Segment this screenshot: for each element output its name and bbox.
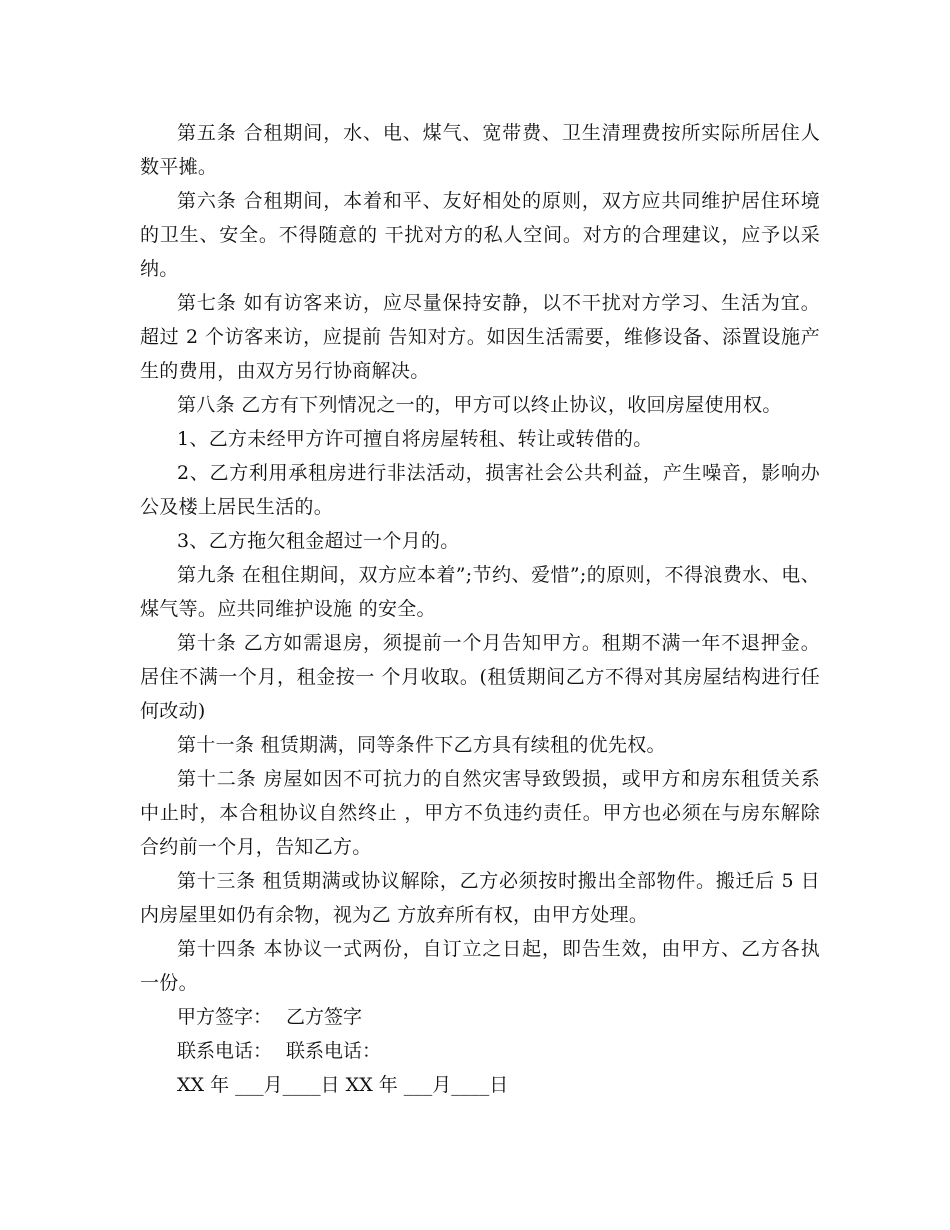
clause-5: 第五条 合租期间，水、电、煤气、宽带费、卫生清理费按所实际所居住人数平摊。 [140,122,820,178]
clause-14: 第十四条 本协议一式两份，自订立之日起，即告生效，由甲方、乙方各执一份。 [140,938,820,994]
phone-row [140,1034,820,1068]
clause-9: 第九条 在租住期间，双方应本着”;节约、爱惜”;的原则，不得浪费水、电、煤气等。应共同维护设施 的安全。 [140,564,820,620]
party-b-signature-label: 乙方签字 [286,1006,363,1028]
contract-body [140,116,820,1102]
party-b-phone-label: 联系电话： [286,1040,382,1062]
clause-11: 第十一条 租赁期满，同等条件下乙方具有续租的优先权。 [177,734,666,756]
clause-12: 第十二条 房屋如因不可抗力的自然灾害导致毁损，或甲方和房东租赁关系中止时，本合租协议自然终止 ，甲方不负违约责任。甲方也必须在与房东解除合约前一个月，告知乙方。 [140,768,820,858]
clause-8-item-1: 1、乙方未经甲方许可擅自将房屋转租、转让或转借的。 [177,428,653,450]
party-a-signature-label: 甲方签字： [177,1006,273,1028]
clause-6: 第六条 合租期间，本着和平、友好相处的原则，双方应共同维护居住环境的卫生、安全。不得随意的 干扰对方的私人空间。对方的合理建议，应予以采纳。 [140,190,820,280]
clause-8-item-2: 2、乙方利用承租房进行非法活动，损害社会公共利益，产生噪音，影响办公及楼上居民生活的。 [140,462,820,518]
clause-10: 第十条 乙方如需退房，须提前一个月告知甲方。租期不满一年不退押金。居住不满一个月，租金按一 个月收取。(租赁期间乙方不得对其房屋结构进行任何改动) [140,632,820,722]
clause-8: 第八条 乙方有下列情况之一的，甲方可以终止协议，收回房屋使用权。 [177,394,782,416]
date-row: XX 年 ___月____日 XX 年 ___月____日 [177,1074,509,1096]
clause-7: 第七条 如有访客来访，应尽量保持安静，以不干扰对方学习、生活为宜。超过 2 个访客来访，应提前 告知对方。如因生活需要，维修设备、添置设施产生的费用，由双方另行协商解决。 [140,292,820,382]
clause-13: 第十三条 租赁期满或协议解除，乙方必须按时搬出全部物件。搬迁后 5 日内房屋里如仍有余物，视为乙 方放弃所有权，由甲方处理。 [140,870,820,926]
signature-row [140,1000,820,1034]
clause-8-item-3: 3、乙方拖欠租金超过一个月的。 [177,530,460,552]
party-a-phone-label: 联系电话： [177,1040,273,1062]
